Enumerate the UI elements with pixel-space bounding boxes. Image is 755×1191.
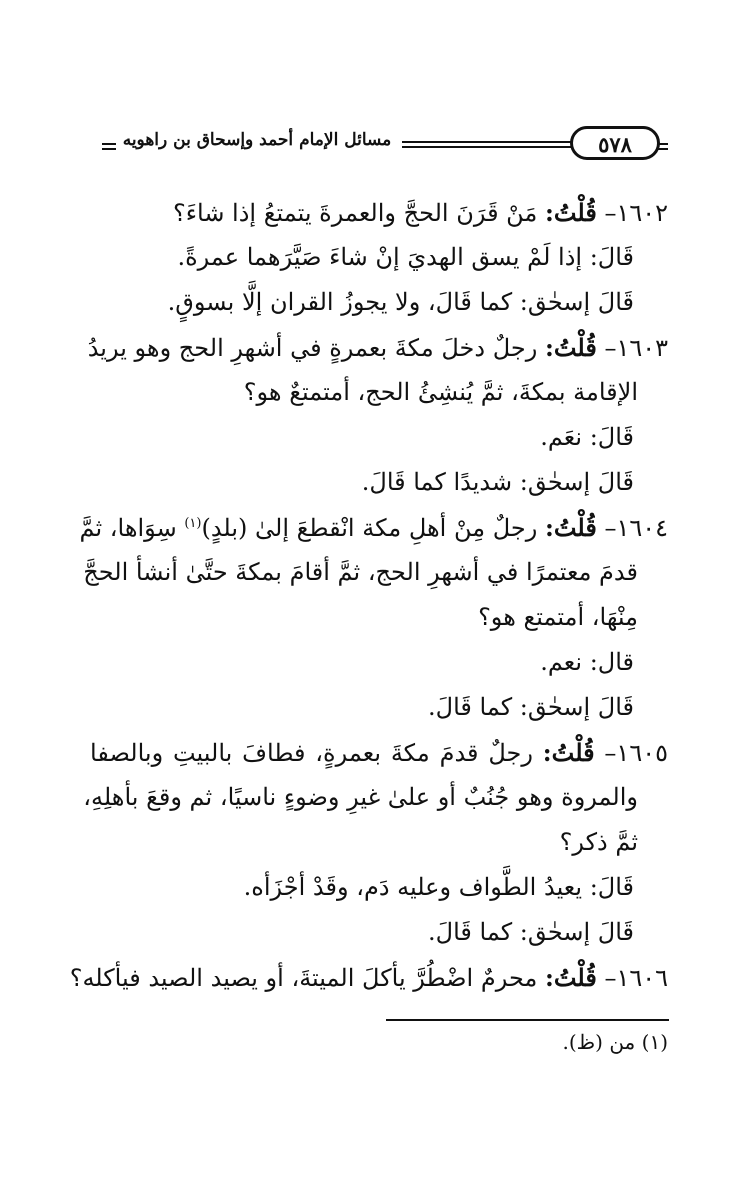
entry-number: ١٦٠٥	[616, 739, 668, 767]
reply-line: قَالَ إسحٰق: كما قَالَ.	[428, 918, 634, 946]
qulto-label: قُلْتُ:	[544, 198, 597, 227]
page-number-badge: ٥٧٨	[570, 126, 660, 160]
qulto-label: قُلْتُ:	[542, 738, 595, 767]
entry-text: الإقامة بمكةَ، ثمَّ يُنشِئُ الحج، أمتمتعٌ هو؟	[243, 378, 638, 406]
entry-number: ١٦٠٦	[616, 964, 668, 992]
entry-1604-line-1: ١٦٠٤– قُلْتُ: رجلٌ مِنْ أهلِ مكة انْقطعَ إلىٰ (بلدٍ)$^{(١)}$ سِوَاها، ثمَّ	[79, 513, 668, 542]
reply-line: قَالَ: إذا لَمْ يسق الهديَ إنْ شاءَ صَيَّرَهما عمرةً.	[177, 243, 634, 271]
footnote: (١) من (ظ).	[562, 1030, 668, 1054]
page-body	[69, 190, 668, 1000]
footnote-separator	[386, 1019, 669, 1021]
reply-line: قَالَ إسحٰق: شديدًا كما قَالَ.	[361, 468, 634, 496]
entry-text: محرمٌ اضْطُرَّ يأكلَ الميتةَ، أو يصيد الصيد فيأكله؟	[69, 964, 538, 992]
entry-text: قدمَ معتمرًا في أشهرِ الحج، ثمَّ أقامَ بمكةَ حتَّىٰ أنشأ الحجَّ	[83, 558, 638, 586]
reply-line: قَالَ إسحٰق: كما قَالَ، ولا يجوزُ القران إلَّا بسوقٍ.	[167, 288, 634, 316]
entry-text: سِوَاها، ثمَّ	[79, 514, 185, 542]
entry-text: رجلٌ دخلَ مكةَ بعمرةٍ في أشهرِ الحج وهو يريدُ	[87, 334, 538, 362]
reply-line: قَالَ: يعيدُ الطَّواف وعليه دَم، وقَدْ أجْزَأه.	[243, 873, 634, 901]
entry-text: مِنْهَا، أمتمتع هو؟	[478, 603, 638, 631]
entry-number: ١٦٠٢	[616, 199, 668, 227]
qulto-label: قُلْتُ:	[544, 513, 597, 542]
entry-number: ١٦٠٣	[616, 334, 668, 362]
header-rule-left	[102, 143, 116, 150]
entry-1603-line-1: ١٦٠٣– قُلْتُ: رجلٌ دخلَ مكةَ بعمرةٍ في أشهرِ الحج وهو يريدُ	[87, 333, 668, 362]
reply-line: قَالَ إسحٰق: كما قَالَ.	[428, 693, 634, 721]
reply-line: قال: نعم.	[540, 648, 634, 676]
running-header	[92, 126, 667, 166]
reply-line: قَالَ: نعَم.	[540, 423, 634, 451]
entry-1602-line-1: ١٦٠٢– قُلْتُ: مَنْ قَرَنَ الحجَّ والعمرةَ يتمتعُ إذا شاءَ؟	[172, 198, 668, 227]
entry-text: مَنْ قَرَنَ الحجَّ والعمرةَ يتمتعُ إذا شاءَ؟	[172, 199, 538, 227]
entry-text: رجلٌ قدمَ مكةَ بعمرةٍ، فطافَ بالبيتِ وبالصفا	[90, 739, 533, 767]
qulto-label: قُلْتُ:	[544, 333, 597, 362]
header-title: مسائل الإمام أحمد وإسحاق بن راهويه	[122, 130, 392, 150]
entry-number: ١٦٠٤	[616, 514, 668, 542]
entry-1606-line-1: ١٦٠٦– قُلْتُ: محرمٌ اضْطُرَّ يأكلَ الميتةَ، أو يصيد الصيد فيأكله؟	[69, 963, 668, 992]
entry-text: رجلٌ مِنْ أهلِ مكة انْقطعَ إلىٰ (بلدٍ)	[201, 514, 538, 542]
entry-text: والمروة وهو جُنُبٌ أو علىٰ غيرِ وضوءٍ ناسيًا، ثم وقعَ بأهلِهِ،	[83, 783, 638, 811]
footnote-marker: (١)	[184, 516, 202, 531]
entry-text: ثمَّ ذكر؟	[559, 828, 638, 856]
qulto-label: قُلْتُ:	[544, 963, 597, 992]
entry-1605-line-1: ١٦٠٥– قُلْتُ: رجلٌ قدمَ مكةَ بعمرةٍ، فطافَ بالبيتِ وبالصفا	[90, 738, 668, 767]
